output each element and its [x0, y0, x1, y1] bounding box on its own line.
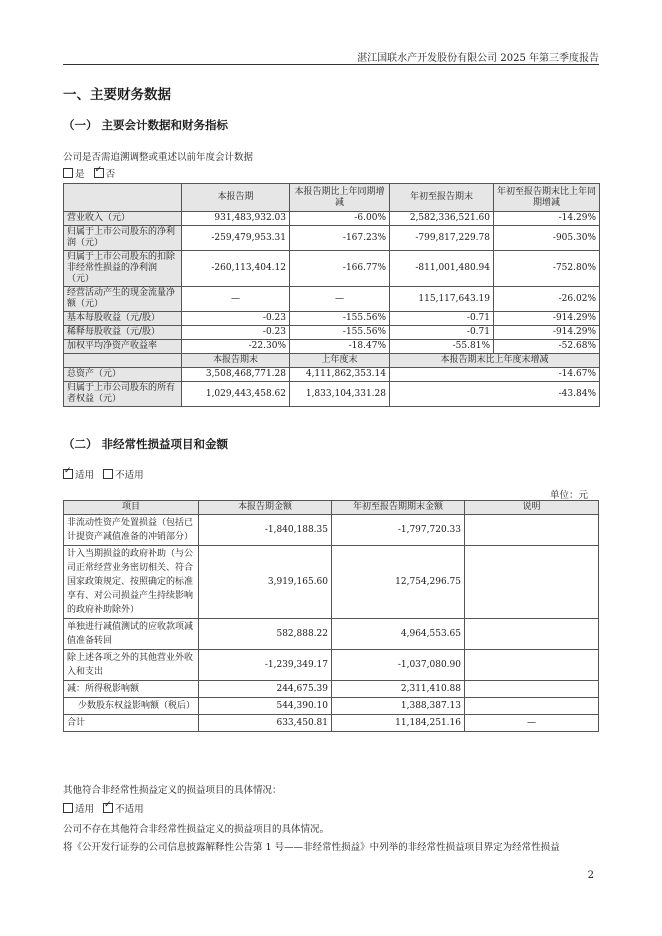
cell-value: 1,029,443,458.62	[182, 382, 290, 407]
header-cell: 本报告期比上年同期增减	[290, 184, 390, 212]
option-yes-label: 是	[75, 169, 85, 180]
cell-value: -18.47%	[290, 340, 390, 354]
row-label: 总资产（元）	[64, 368, 182, 382]
row-label: 合计	[64, 715, 199, 732]
cell-note	[465, 650, 599, 681]
cell-value: -1,037,080.90	[332, 650, 465, 681]
cell-value: 4,964,553.65	[332, 619, 465, 650]
checkbox-other-na-checked	[103, 803, 113, 813]
cell-value: 1,833,104,331.28	[290, 382, 390, 407]
table-row	[64, 650, 599, 681]
option-other-apply-label: 适用	[75, 804, 95, 815]
header-cell	[64, 354, 182, 368]
row-label: 非流动性资产处置损益（包括已计提资产减值准备的冲销部分）	[64, 515, 199, 546]
header-cell: 本报告期	[182, 184, 290, 212]
row-label: 归属于上市公司股东的扣除非经常性损益的净利润（元）	[64, 251, 182, 287]
cell-value: 1,388,387.13	[332, 698, 465, 715]
cell-value: -259,479,953.31	[182, 226, 290, 251]
cell-value: 12,754,296.75	[332, 546, 465, 619]
table-row	[64, 212, 600, 226]
row-label: 减：所得税影响额	[64, 681, 199, 698]
table-header-row	[64, 501, 599, 515]
cell-note	[465, 546, 599, 619]
cell-value: 2,311,410.88	[332, 681, 465, 698]
cell-value: -26.02%	[494, 287, 600, 312]
table-row	[64, 226, 600, 251]
subsection-title-financial-data: （一） 主要会计数据和财务指标	[63, 118, 229, 132]
row-label: 除上述各项之外的其他营业外收入和支出	[64, 650, 199, 681]
cell-value: -1,840,188.35	[199, 515, 332, 546]
table-row	[64, 681, 599, 698]
cell-note	[465, 681, 599, 698]
table-row	[64, 546, 599, 619]
header-cell: 本报告期末比上年度末增减	[390, 354, 600, 368]
header-cell: 年初至报告期末	[390, 184, 494, 212]
cell-value: —	[290, 287, 390, 312]
cell-value: -811,001,480.94	[390, 251, 494, 287]
cell-value: -43.84%	[390, 382, 600, 407]
header-cell: 年初至报告期末比上年同期增减	[494, 184, 600, 212]
row-label: 归属于上市公司股东的净利润（元）	[64, 226, 182, 251]
cell-note	[465, 619, 599, 650]
cell-value: 3,919,165.60	[199, 546, 332, 619]
checkbox-other-apply	[63, 803, 73, 813]
cell-value: -905.30%	[494, 226, 600, 251]
checkbox-yes	[63, 168, 73, 178]
table-row	[64, 382, 600, 407]
reclassification-note: 将《公开发行证券的公司信息披露解释性公告第 1 号——非经常性损益》中列举的非经常性损益项目界定为经常性损益	[63, 842, 560, 853]
header-cell: 项目	[64, 501, 199, 515]
cell-value: -1,797,720.33	[332, 515, 465, 546]
other-items-options	[63, 801, 144, 815]
table-row	[64, 287, 600, 312]
row-label: 经营活动产生的现金流量净额（元）	[64, 287, 182, 312]
checkbox-na	[103, 469, 113, 479]
option-apply-label: 适用	[75, 470, 95, 481]
checkbox-apply-checked	[63, 469, 73, 479]
cell-value: -0.23	[182, 326, 290, 340]
table-header-row	[64, 184, 600, 212]
table-row	[64, 515, 599, 546]
cell-note	[465, 698, 599, 715]
header-cell: 说明	[465, 501, 599, 515]
table-row	[64, 326, 600, 340]
cell-value: -155.56%	[290, 312, 390, 326]
cell-note: —	[465, 715, 599, 732]
cell-value: 3,508,468,771.28	[182, 368, 290, 382]
table-row	[64, 698, 599, 715]
cell-value: -752.80%	[494, 251, 600, 287]
header-divider	[63, 64, 599, 65]
restatement-question: 公司是否需追溯调整或重述以前年度会计数据	[63, 152, 254, 163]
subsection-title-nonrecurring: （二） 非经常性损益项目和金额	[63, 437, 229, 451]
cell-value: -914.29%	[494, 326, 600, 340]
row-label: 少数股东权益影响额（税后）	[64, 698, 199, 715]
cell-value: -260,113,404.12	[182, 251, 290, 287]
cell-value: —	[182, 287, 290, 312]
cell-value: -0.23	[182, 312, 290, 326]
table-row	[64, 715, 599, 732]
option-na-label: 不适用	[115, 470, 144, 481]
cell-value: 11,184,251.16	[332, 715, 465, 732]
cell-value: -52.68%	[494, 340, 600, 354]
option-other-na-label: 不适用	[115, 804, 144, 815]
cell-value: 4,111,862,353.14	[290, 368, 390, 382]
cell-note	[465, 515, 599, 546]
cell-value: -6.00%	[290, 212, 390, 226]
cell-value: 244,675.39	[199, 681, 332, 698]
header-cell: 年初至报告期期末金额	[332, 501, 465, 515]
nonrecurring-table	[63, 500, 599, 732]
row-label: 单独进行减值测试的应收款项减值准备转回	[64, 619, 199, 650]
cell-value: 544,390.10	[199, 698, 332, 715]
header-title: 湛江国联水产开发股份有限公司 2025 年第三季度报告	[357, 53, 599, 64]
other-items-text: 公司不存在其他符合非经常性损益定义的损益项目的具体情况。	[63, 824, 330, 835]
row-label: 营业收入（元）	[64, 212, 182, 226]
cell-value: -0.71	[390, 312, 494, 326]
table-row	[64, 368, 600, 382]
table-row	[64, 619, 599, 650]
row-label: 稀释每股收益（元/股）	[64, 326, 182, 340]
cell-value: -166.77%	[290, 251, 390, 287]
cell-value: -55.81%	[390, 340, 494, 354]
cell-value: -167.23%	[290, 226, 390, 251]
option-no-label: 否	[105, 169, 116, 180]
table-row	[64, 251, 600, 287]
table-row	[64, 340, 600, 354]
row-label: 计入当期损益的政府补助（与公司正常经营业务密切相关、符合国家政策规定、按照确定的标准享有、对公司损益产生持续影响的政府补助除外）	[64, 546, 199, 619]
header-cell: 上年度末	[290, 354, 390, 368]
cell-value: 115,117,643.19	[390, 287, 494, 312]
table-header-row	[64, 354, 600, 368]
checkbox-no-checked	[94, 168, 104, 178]
restatement-options	[63, 166, 115, 180]
cell-value: -155.56%	[290, 326, 390, 340]
cell-value: 931,483,932.03	[182, 212, 290, 226]
cell-value: -799,817,229.78	[390, 226, 494, 251]
unit-label: 单位：元	[549, 490, 588, 501]
cell-value: -14.67%	[390, 368, 600, 382]
row-label: 加权平均净资产收益率	[64, 340, 182, 354]
header-cell	[64, 184, 182, 212]
header-cell: 本报告期金额	[199, 501, 332, 515]
cell-value: 2,582,336,521.60	[390, 212, 494, 226]
cell-value: 582,888.22	[199, 619, 332, 650]
cell-value: -14.29%	[494, 212, 600, 226]
applicability-options	[63, 467, 144, 481]
other-items-title: 其他符合非经常性损益定义的损益项目的具体情况：	[63, 785, 282, 796]
section-title: 一、主要财务数据	[63, 87, 171, 103]
cell-value: -22.30%	[182, 340, 290, 354]
cell-value: -914.29%	[494, 312, 600, 326]
header-cell: 本报告期末	[182, 354, 290, 368]
page-number: 2	[587, 870, 594, 881]
financial-data-table	[63, 183, 600, 407]
cell-value: -1,239,349.17	[199, 650, 332, 681]
row-label: 基本每股收益（元/股）	[64, 312, 182, 326]
table-row	[64, 312, 600, 326]
cell-value: 633,450.81	[199, 715, 332, 732]
cell-value: -0.71	[390, 326, 494, 340]
row-label: 归属于上市公司股东的所有者权益（元）	[64, 382, 182, 407]
